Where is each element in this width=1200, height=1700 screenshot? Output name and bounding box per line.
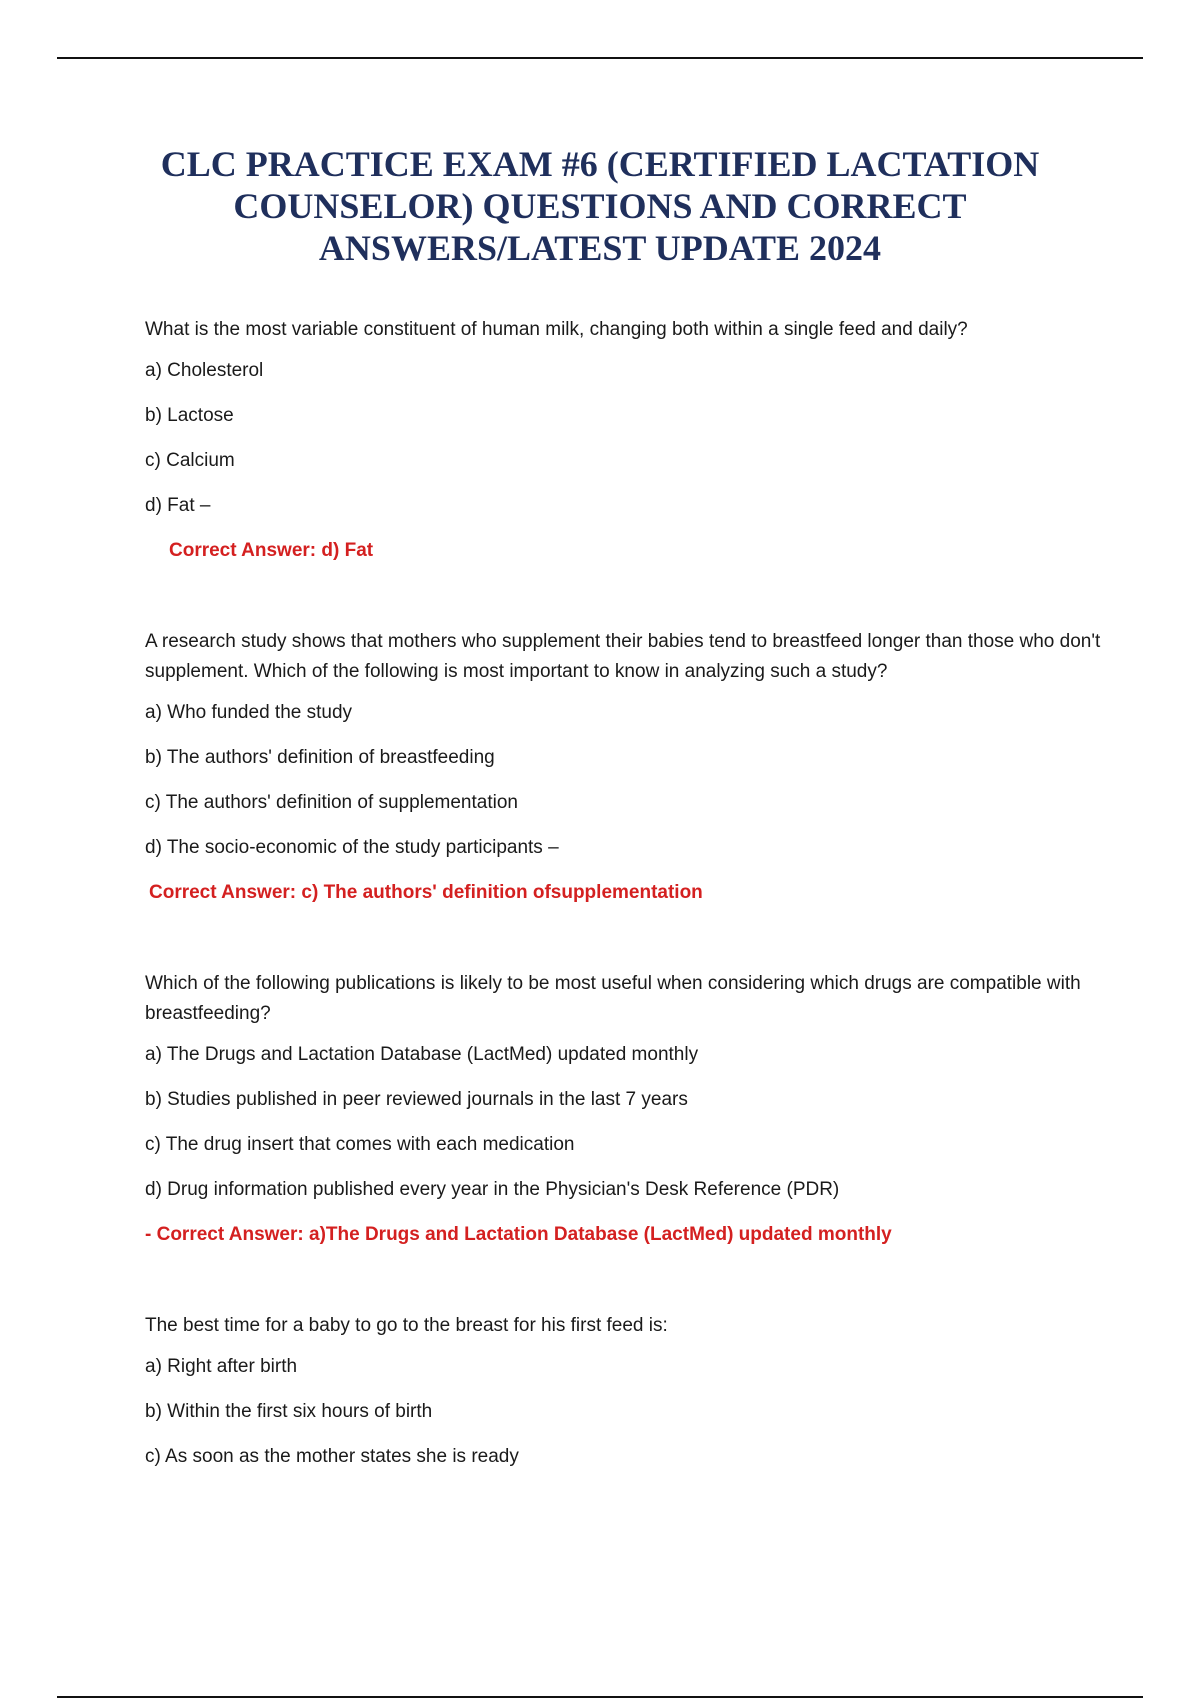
option-a: a) Right after birth bbox=[145, 1356, 298, 1377]
correct-answer: Correct Answer: d) Fat bbox=[169, 540, 374, 561]
option-d: d) Fat – bbox=[145, 495, 211, 516]
questions-container bbox=[145, 315, 1105, 1533]
option-b: b) Within the first six hours of birth bbox=[145, 1401, 433, 1422]
option-d: d) Drug information published every year in the Physician's Desk Reference (PDR) bbox=[145, 1179, 840, 1200]
question-text: The best time for a baby to go to the breast for his first feed is: bbox=[145, 1315, 668, 1336]
question-block-1 bbox=[145, 315, 1105, 563]
option-a: a) Who funded the study bbox=[145, 702, 353, 723]
option-d: d) The socio-economic of the study participants – bbox=[145, 837, 559, 858]
correct-answer: - Correct Answer: a)The Drugs and Lactation Database (LactMed) updated monthly bbox=[145, 1224, 892, 1245]
question-text: A research study shows that mothers who supplement their babies tend to breastfeed longer than those who don't supplement. Which of the following is most important to know in analyzing such a study? bbox=[145, 631, 1101, 682]
top-divider bbox=[57, 57, 1143, 59]
question-text: Which of the following publications is likely to be most useful when considering which drugs are compatible with breastfeeding? bbox=[145, 973, 1081, 1024]
option-c: c) As soon as the mother states she is ready bbox=[145, 1446, 519, 1467]
option-b: b) Lactose bbox=[145, 405, 234, 426]
question-block-3 bbox=[145, 969, 1105, 1247]
option-c: c) The authors' definition of supplementation bbox=[145, 792, 518, 813]
option-c: c) The drug insert that comes with each medication bbox=[145, 1134, 575, 1155]
option-a: a) The Drugs and Lactation Database (LactMed) updated monthly bbox=[145, 1044, 699, 1065]
question-text: What is the most variable constituent of human milk, changing both within a single feed and daily? bbox=[145, 319, 968, 340]
option-b: b) The authors' definition of breastfeeding bbox=[145, 747, 495, 768]
question-block-4 bbox=[145, 1311, 1105, 1469]
option-b: b) Studies published in peer reviewed journals in the last 7 years bbox=[145, 1089, 688, 1110]
question-block-2 bbox=[145, 627, 1105, 905]
document-title: CLC PRACTICE EXAM #6 (CERTIFIED LACTATION COUNSELOR) QUESTIONS AND CORRECT ANSWERS/LATEST UPDATE 2024 bbox=[160, 144, 1040, 268]
option-a: a) Cholesterol bbox=[145, 360, 264, 381]
bottom-divider bbox=[57, 1696, 1143, 1698]
correct-answer: Correct Answer: c) The authors' definition ofsupplementation bbox=[149, 882, 703, 903]
option-c: c) Calcium bbox=[145, 450, 235, 471]
